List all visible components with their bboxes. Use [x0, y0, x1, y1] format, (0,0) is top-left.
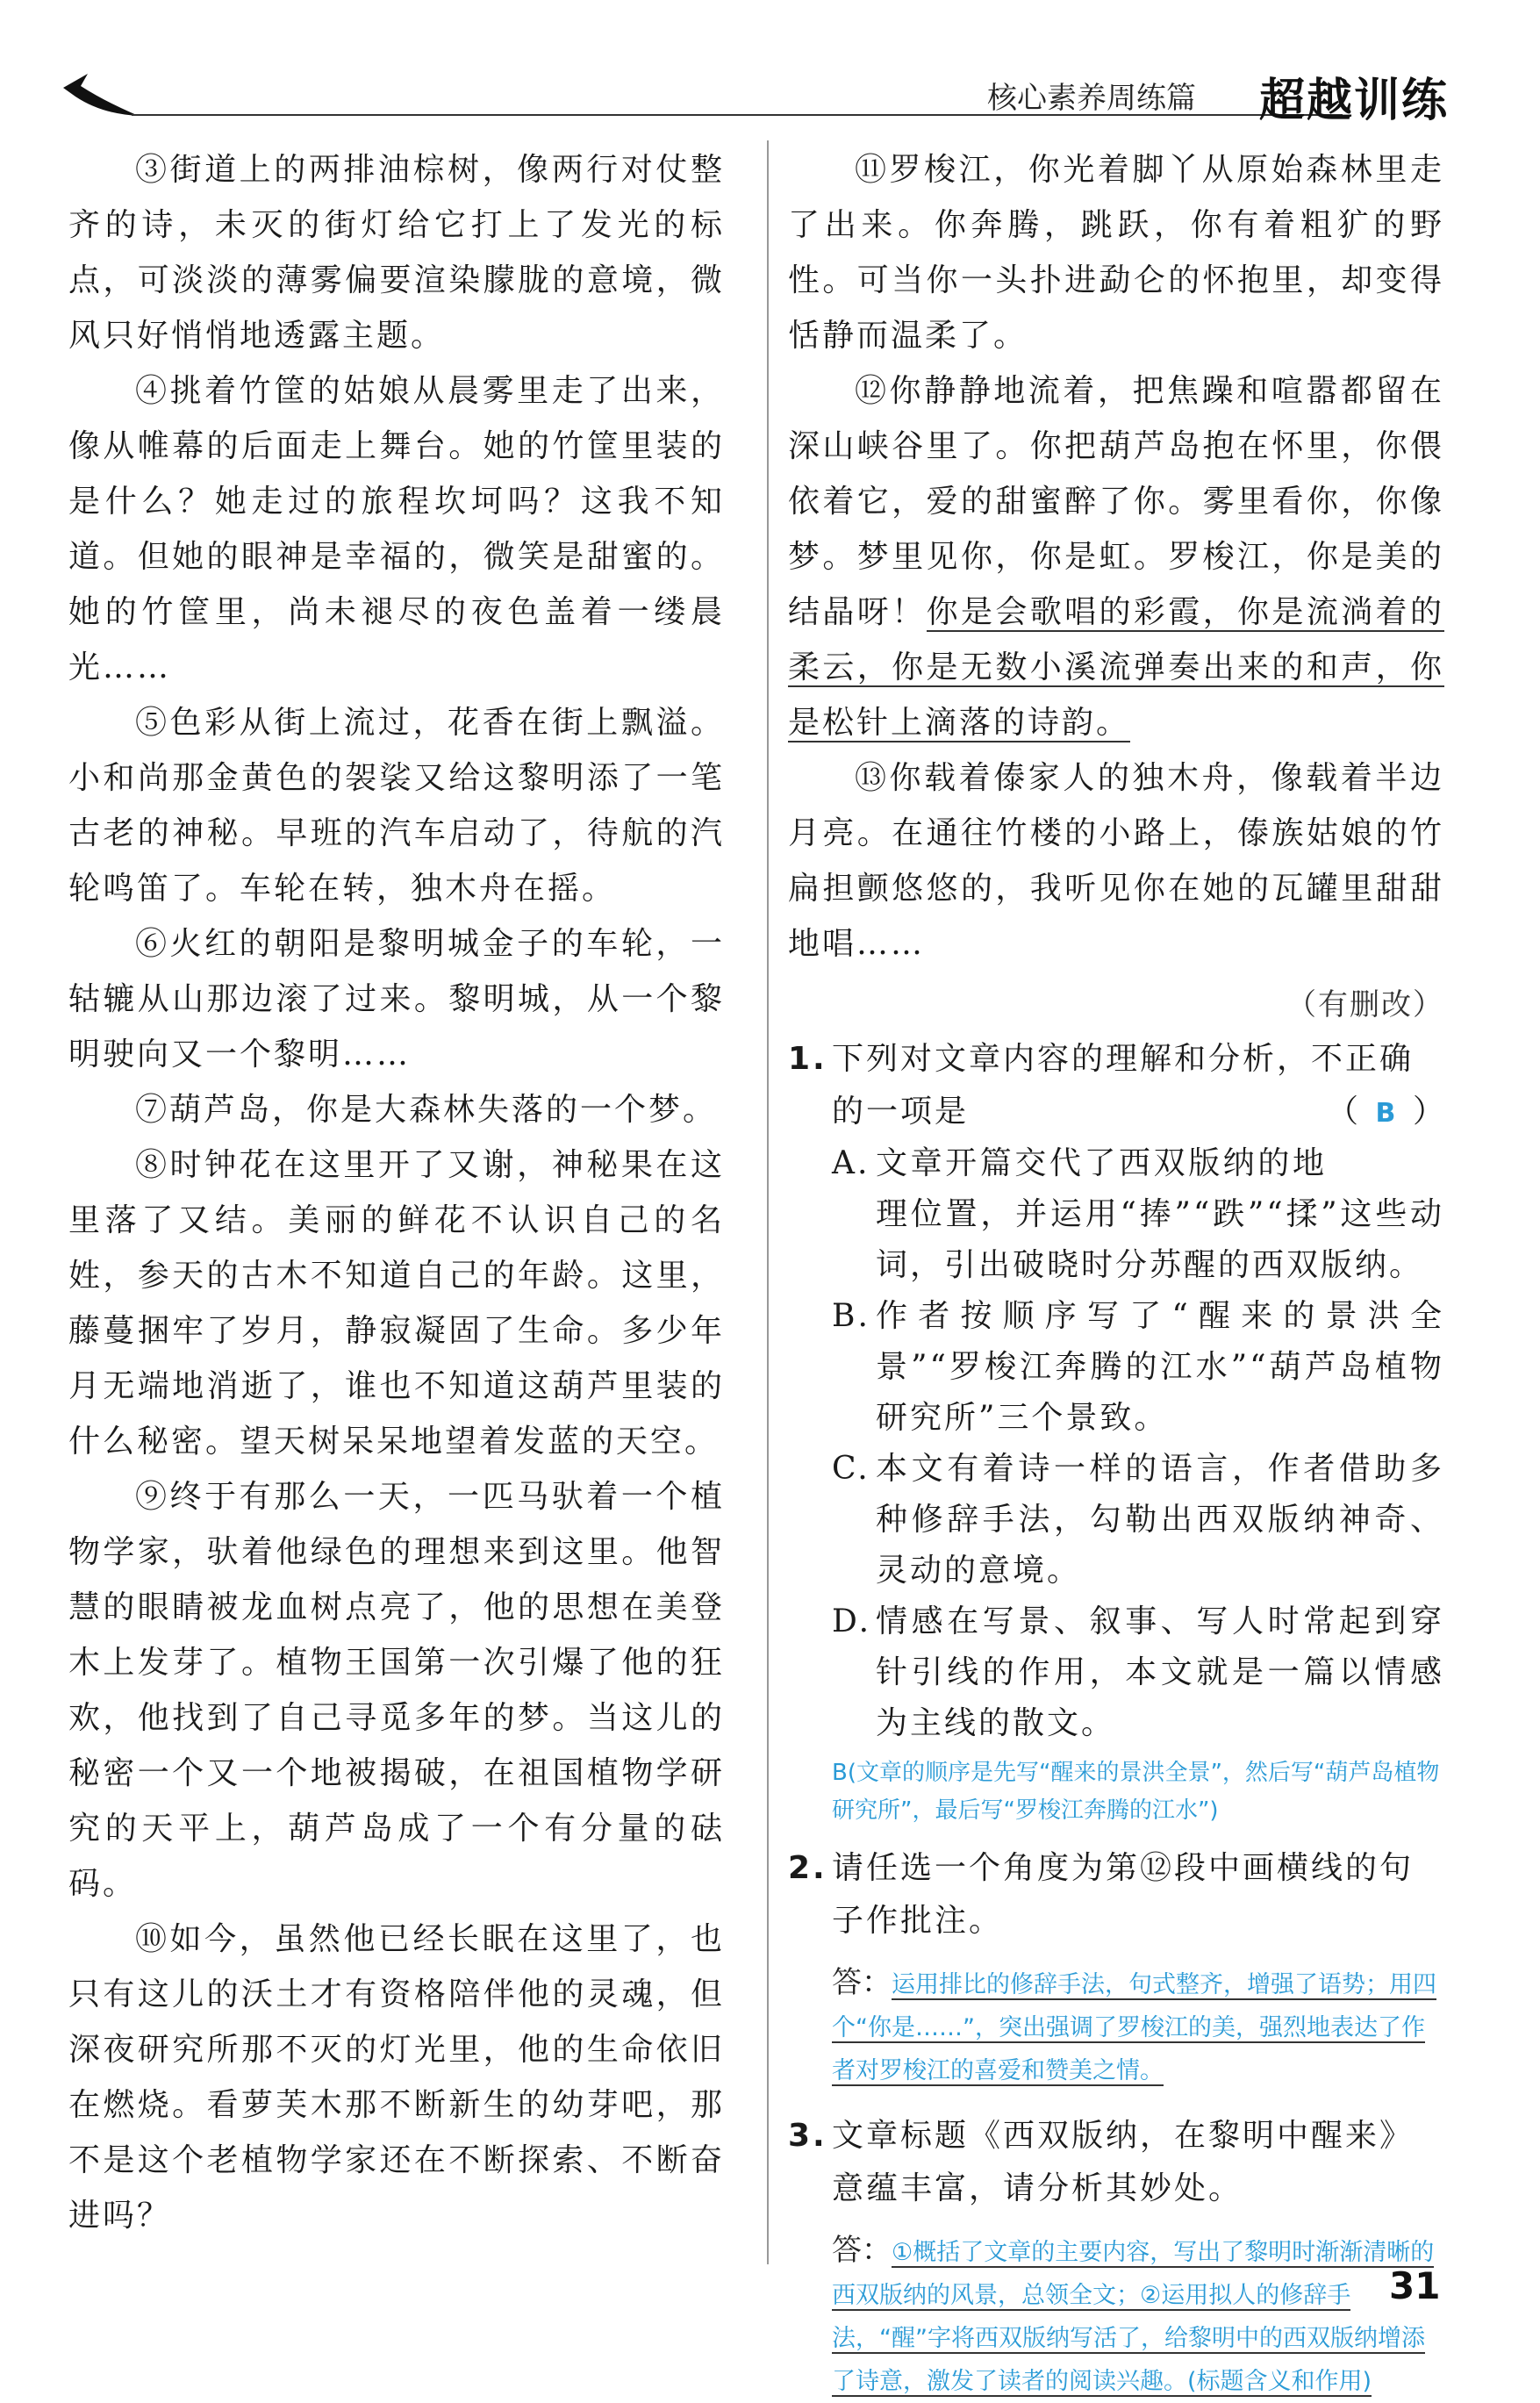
paragraph-13: ⑬你载着傣家人的独木舟，像载着半边月亮。在通往竹楼的小路上，傣族姑娘的竹扁担颤悠悠的，我听见你在她的瓦罐里甜甜地唱…… — [788, 760, 1444, 962]
option-label: C. — [832, 1451, 870, 1487]
paragraph-11: ⑪罗梭江，你光着脚丫从原始森林里走了出来。你奔腾，跳跃，你有着粗犷的野性。可当你一头扑进勐仑的怀抱里，却变得恬静而温柔了。 — [788, 152, 1444, 354]
question-2 — [788, 1842, 1444, 1948]
left-column — [68, 142, 725, 2243]
answer-text: ①概括了文章的主要内容，写出了黎明时渐渐清晰的西双版纳的风景，总领全文；②运用拟人的修辞手法，“醒”字将西双版纳写活了，给黎明中的西双版纳增添了诗意，激发了读者的阅读兴趣。(标题含义和作用) — [832, 2239, 1435, 2395]
paragraph-6: ⑥火红的朝阳是黎明城金子的车轮，一轱辘从山那边滚了过来。黎明城，从一个黎明驶向又一个黎明…… — [68, 926, 725, 1072]
paragraph-8: ⑧时钟花在这里开了又谢，神秘果在这里落了又结。美丽的鲜花不认识自己的名姓，参天的古木不知道自己的年龄。这里，藤蔓捆牢了岁月，静寂凝固了生命。多少年月无端地消逝了，谁也不知道这葫芦里装的什么秘密。望天树呆呆地望着发蓝的天空。 — [68, 1147, 725, 1460]
answer-label: 答： — [832, 1965, 892, 2000]
underlined-sentence: 你是会歌唱的彩霞，你是流淌着的柔云，你是无数小溪流弹奏出来的和声，你是松针上滴落的诗韵。 — [788, 594, 1444, 741]
option-label: D. — [832, 1603, 872, 1639]
question-1 — [788, 1033, 1444, 1138]
question-stem: 下列对文章内容的理解和分析，不正确的一项是 — [832, 1041, 1415, 1130]
series-label: 核心素养周练篇 — [987, 81, 1196, 116]
option-text: 本文有着诗一样的语言，作者借助多种修辞手法，勾勒出西双版纳神奇、灵动的意境。 — [876, 1451, 1444, 1589]
answer-explanation: B(文章的顺序是先写“醒来的景洪全景”，然后写“葫芦岛植物研究所”，最后写“罗梭江奔腾的江水”) — [832, 1760, 1440, 1824]
answer-choice: B — [1375, 1098, 1396, 1129]
column-divider — [767, 140, 769, 2264]
paragraph-7: ⑦葫芦岛，你是大森林失落的一个梦。 — [135, 1092, 718, 1128]
right-column — [788, 142, 1444, 2403]
paragraph-9: ⑨终于有那么一天，一匹马驮着一个植物学家，驮着他绿色的理想来到这里。他智慧的眼睛被龙血树点亮了，他的思想在美登木上发芽了。植物王国第一次引爆了他的狂欢，他找到了自己寻觅多年的梦。当这儿的秘密一个又一个地被揭破，在祖国植物学研究的天平上，葫芦岛成了一个有分量的砝码。 — [68, 1479, 725, 1902]
answer-text: 运用排比的修辞手法，句式整齐，增强了语势；用四个“你是……”，突出强调了罗梭江的美，强烈地表达了作者对罗梭江的喜爱和赞美之情。 — [832, 1971, 1436, 2084]
option-text: 文章开篇交代了西双版纳的地理位置，并运用“捧”“跌”“揉”这些动词，引出破晓时分苏醒的西双版纳。 — [876, 1145, 1444, 1283]
option-text: 情感在写景、叙事、写人时常起到穿针引线的作用，本文就是一篇以情感为主线的散文。 — [876, 1603, 1444, 1741]
answer-block — [832, 1958, 1444, 2092]
paragraph-3: ③街道上的两排油棕树，像两行对仗整齐的诗，未灭的街灯给它打上了发光的标点，可淡淡的薄雾偏要渲染朦胧的意境，微风只好悄悄地透露主题。 — [68, 152, 725, 354]
option-label: A. — [832, 1145, 870, 1181]
option-c — [788, 1444, 1444, 1596]
header-title: 超越训练 — [1259, 75, 1450, 127]
paragraph-10: ⑩如今，虽然他已经长眠在这里了，也只有这儿的沃土才有资格陪伴他的灵魂，但深夜研究所那不灭的灯光里，他的生命依旧在燃烧。看萝芙木那不断新生的幼芽吧，那不是这个老植物学家还在不断探索、不断奋进吗？ — [68, 1921, 725, 2234]
question-stem: 文章标题《西双版纳，在黎明中醒来》意蕴丰富，请分析其妙处。 — [832, 2118, 1415, 2206]
question-number: 2. — [788, 1850, 827, 1886]
page-header — [0, 0, 1540, 140]
paragraph-12-text: ⑫你静静地流着，把焦躁和喧嚣都留在深山峡谷里了。你把葫芦岛抱在怀里，你偎依着它，爱的甜蜜醉了你。雾里看你，你像梦。梦里见你，你是虹。罗梭江，你是美的结晶呀！ — [788, 373, 1444, 630]
paragraph-12 — [788, 363, 1444, 750]
option-a — [788, 1138, 1444, 1291]
page-number: 31 — [1389, 2264, 1441, 2307]
option-d — [788, 1596, 1444, 1749]
paragraph-5: ⑤色彩从街上流过，花香在街上飘溢。小和尚那金黄色的袈裟又给这黎明添了一笔古老的神秘。早班的汽车启动了，待航的汽轮鸣笛了。车轮在转，独木舟在摇。 — [68, 705, 725, 907]
answer-label: 答： — [832, 2233, 892, 2268]
paragraph-4: ④挑着竹筐的姑娘从晨雾里走了出来，像从帷幕的后面走上舞台。她的竹筐里装的是什么？她走过的旅程坎坷吗？这我不知道。但她的眼神是幸福的，微笑是甜蜜的。她的竹筐里，尚未褪尽的夜色盖着一缕晨光…… — [68, 373, 725, 685]
swoosh-arrow-icon — [61, 70, 140, 123]
answer-bracket: （ B ） — [1327, 1086, 1444, 1140]
option-b — [788, 1291, 1444, 1444]
question-stem: 请任选一个角度为第⑫段中画横线的句子作批注。 — [832, 1850, 1415, 1939]
question-3 — [788, 2110, 1444, 2215]
option-text: 作者按顺序写了“醒来的景洪全景”“罗梭江奔腾的江水”“葫芦岛植物研究所”三个景致。 — [876, 1298, 1444, 1436]
question-number: 1. — [788, 1041, 827, 1077]
option-label: B. — [832, 1298, 870, 1334]
source-note: （有删改） — [1286, 987, 1444, 1022]
question-number: 3. — [788, 2118, 827, 2154]
answer-block — [832, 2226, 1444, 2403]
